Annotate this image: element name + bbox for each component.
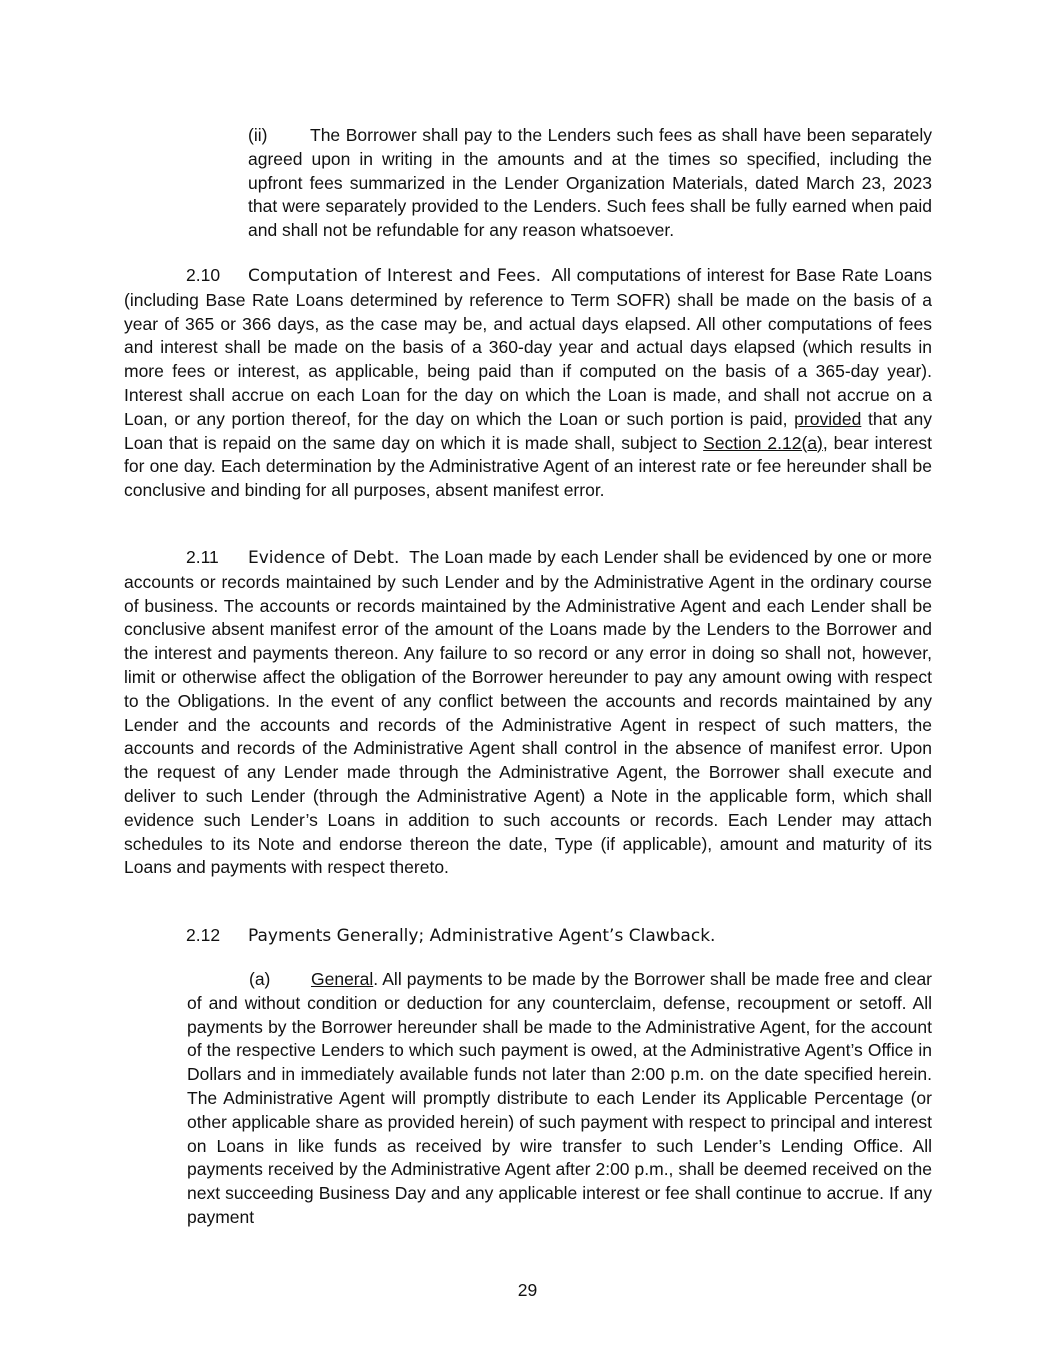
- section-number-2-10: 2.10: [186, 265, 221, 285]
- section-2-10-text-b: that any Loan that is repaid on the same day on which it is made shall, subject to: [124, 408, 932, 453]
- provided-term: provided: [794, 408, 862, 429]
- section-2-10-text-a: All computations of interest for Base Rate Loans (including Base Rate Loans determined by reference to Term SOFR) shall be made on the basis of a year of 365 or 366 days, as the case may be, and actual days elapsed. All other computations of fees and interest shall be made on the basis of a 360-day year and actual days elapsed (which results in more fees or interest, as applicable, being paid than if computed on the basis of a 365-day year). Interest shall accrue on each Loan for the day on which the Loan is made, and shall not accrue on a Loan, or any portion thereof, for the day on which the Loan or such portion is paid,: [124, 265, 932, 429]
- paragraph-ii-text: The Borrower shall pay to the Lenders such fees as shall have been separately agreed upon in writing in the amounts and at the times so specified, including the upfront fees summarized in the Lender Organization Materials, dated March 23, 2023 that were separately provided to the Lenders. Such fees shall be fully earned when paid and shall not be refundable for any reason whatsoever.: [248, 125, 932, 241]
- section-2-12: [124, 924, 932, 949]
- clause-marker-ii: (ii): [248, 125, 268, 145]
- section-2-12-a: [187, 968, 932, 1230]
- section-2-12-a-text: . All payments to be made by the Borrower shall be made free and clear of and without condition or deduction for any counterclaim, defense, recoupment or setoff. All payments by the Borrower hereunder shall be made to the Administrative Agent, for the account of the respective Lenders to which such payment is owed, at the Administrative Agent’s Office in Dollars and in immediately available funds not later than 2:00 p.m. on the date specified herein. The Administrative Agent will promptly distribute to each Lender its Applicable Percentage (or other applicable share as provided herein) of such payment with respect to principal and interest on Loans in like funds as received by wire transfer to such Lender’s Lending Office. All payments received by the Administrative Agent after 2:00 p.m., shall be deemed received on the next succeeding Business Day and any applicable interest or fee shall continue to accrue. If any payment: [187, 969, 932, 1227]
- paragraph-ii: [248, 124, 932, 243]
- section-heading-2-10: Computation of Interest and Fees.: [248, 266, 541, 286]
- section-number-2-12: 2.12: [186, 925, 221, 945]
- section-2-10-text-c: , bear interest for one day. Each determination by the Administrative Agent of an interest rate or fee hereunder shall be conclusive and binding for all purposes, absent manifest error.: [124, 432, 932, 501]
- section-2-10: [124, 264, 932, 503]
- section-2-11: [124, 546, 932, 880]
- section-2-11-text: The Loan made by each Lender shall be evidenced by one or more accounts or records maintained by such Lender and by the Administrative Agent in the ordinary course of business. The accounts or records maintained by the Administrative Agent and each Lender shall be conclusive absent manifest error of the amount of the Loans made by the Lenders to the Borrower and the interest and payments thereon. Any failure to so record or any error in doing so shall not, however, limit or otherwise affect the obligation of the Borrower hereunder to pay any amount owing with respect to the Obligations. In the event of any conflict between the accounts and records maintained by any Lender and the accounts and records of the Administrative Agent in respect of such matters, the accounts and records of the Administrative Agent shall control in the absence of manifest error. Upon the request of any Lender made through the Administrative Agent, the Borrower shall execute and deliver to such Lender (through the Administrative Agent) a Note in the applicable form, which shall evidence such Lender’s Loans in addition to such accounts or records. Each Lender may attach schedules to its Note and endorse thereon the date, Type (if applicable), amount and maturity of its Loans and payments with respect thereto.: [124, 547, 932, 878]
- section-heading-2-12: Payments Generally; Administrative Agent’s Clawback.: [248, 926, 716, 946]
- section-2-12a-reference[interactable]: Section 2.12(a): [703, 432, 823, 453]
- page-number: 29: [517, 1280, 538, 1300]
- section-heading-2-11: Evidence of Debt.: [248, 548, 400, 568]
- clause-marker-a: (a): [249, 969, 271, 989]
- subheading-general: General: [311, 969, 374, 989]
- section-number-2-11: 2.11: [186, 547, 219, 567]
